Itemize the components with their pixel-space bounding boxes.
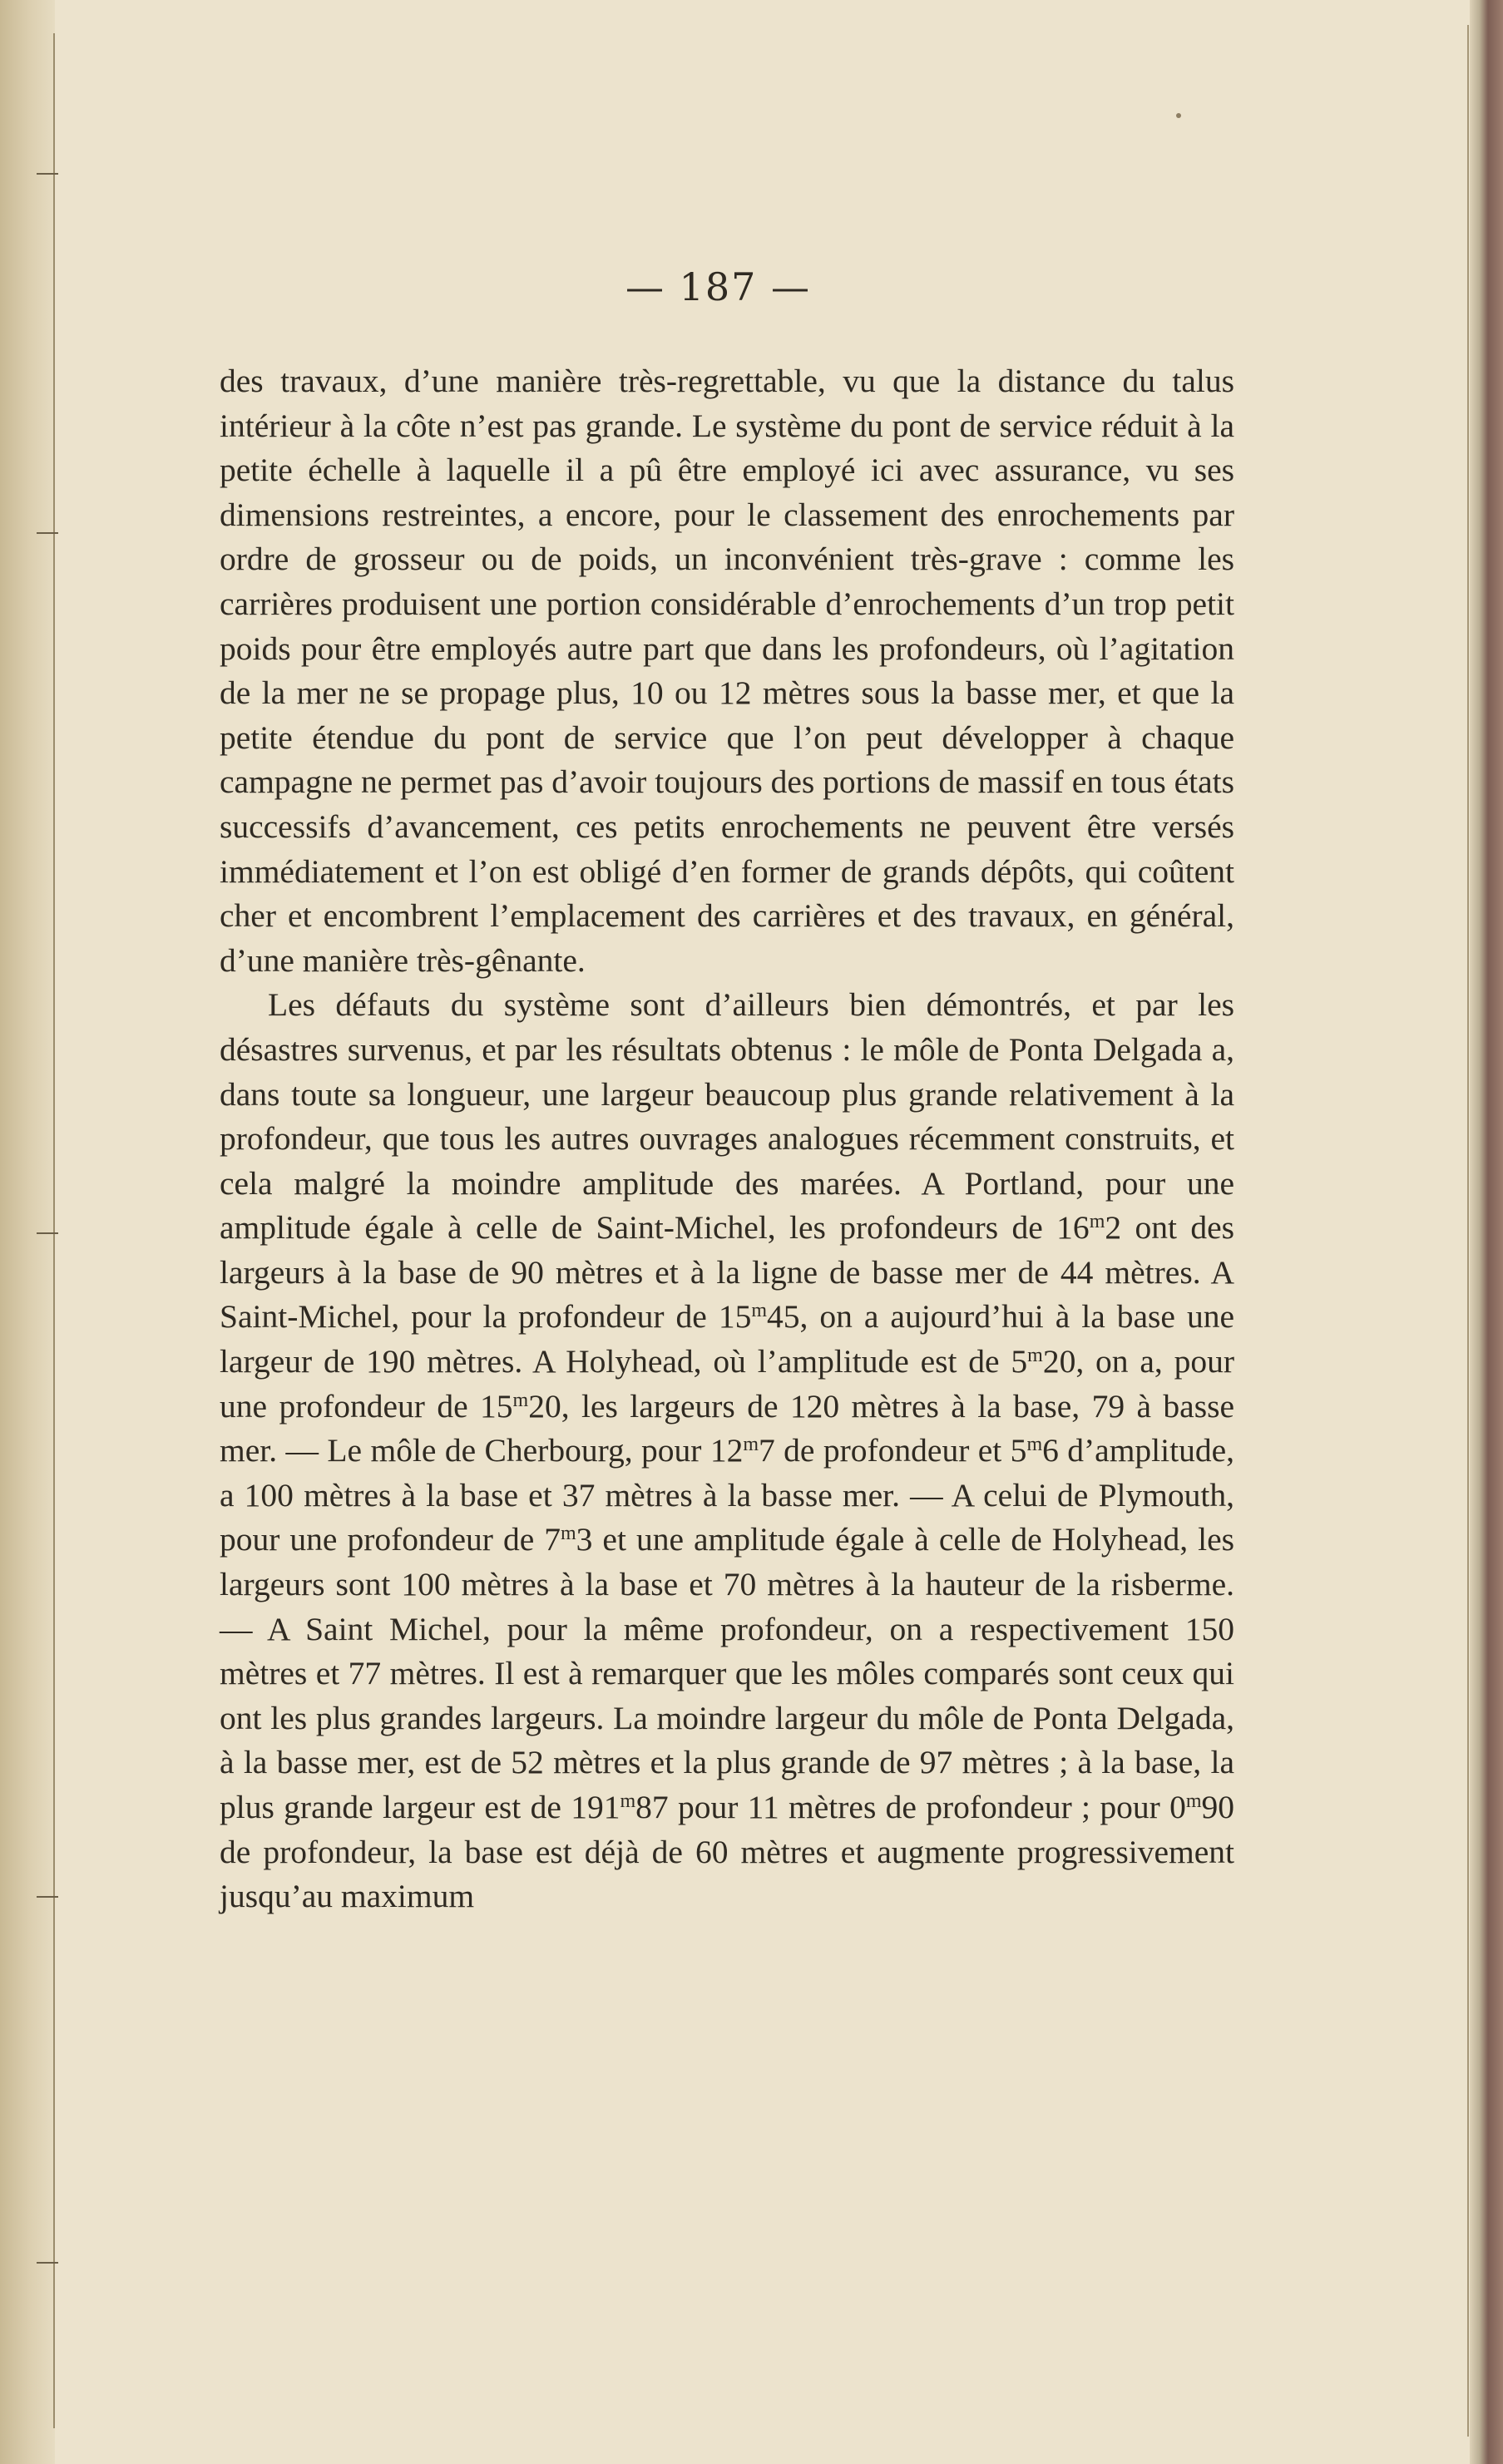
text-run: 6 d’amplitude, a 100 mètres à la base et 37 mètres à la basse mer. — A celui de Plymouth, pour une profondeur de 7 (220, 1432, 1235, 1558)
text-run: 20, les largeurs de 120 mètres à la base, 79 à basse mer. — Le môle de Cherbourg, pour 12 (220, 1387, 1234, 1469)
text-run: 2 ont des largeurs à la base de 90 mètres et à la ligne de basse mer de 44 mètres. A Saint-Michel, pour la profondeur de 15 (220, 1209, 1234, 1336)
page-edge-line (1467, 25, 1469, 2437)
unit-superscript: m (743, 1434, 759, 1456)
unit-superscript: m (1026, 1434, 1043, 1456)
text-run: 45, on a aujourd’hui à la base une largeur de 190 mètres. A Holyhead, où l’amplitude est de 5 (220, 1298, 1234, 1380)
body-text (220, 359, 1234, 1919)
text-run: des travaux, d’une manière très-regrettable, vu que la distance du talus intérieur à la côte n’est pas grande. Le système du pont de service réduit à la petite échelle à laquelle il a pû être employé ici avec assurance, vu ses dimensions restreintes, a encore, pour le classement des enrochements par ordre de grosseur ou de poids, un inconvénient très-grave : comme les carrières produisent une portion considérable d’enrochements d’un trop petit poids pour être employés autre part que dans les profondeurs, où l’agitation de la mer ne se propage plus, 10 ou 12 mètres sous la basse mer, et que la petite étendue du pont de service que l’on peut développer à chaque campagne ne permet pas d’avoir toujours des portions de massif en tous états successifs d’avancement, ces petits enrochements ne peuvent être versés immédiatement et l’on est obligé d’en former de grands dépôts, qui coûtent cher et encombrent l’emplacement des carrières et des travaux, en général, d’une manière très-gênante. (220, 363, 1234, 979)
text-run: 87 pour 11 mètres de profondeur ; pour 0 (635, 1789, 1186, 1825)
text-run: 3 et une amplitude égale à celle de Holyhead, les largeurs sont 100 mètres à la base et 70 mètres à la hauteur de la risberme. — A Saint Michel, pour la même profondeur, on a respectivement 150 mètres et 77 mètres. Il est à remarquer que les môles comparés sont ceux qui ont les plus grandes largeurs. La moindre largeur du môle de Ponta Delgada, à la basse mer, est de 52 mètres et la plus grande de 97 mètres ; à la base, la plus grande largeur est de 191 (220, 1521, 1234, 1825)
text-run: 7 de profondeur et 5 (759, 1432, 1027, 1469)
paragraph (220, 359, 1234, 983)
binding-thread-mark (37, 173, 58, 175)
binding-thread-mark (37, 532, 58, 534)
text-run: 90 de profondeur, la base est déjà de 60 mètres et augmente progressivement jusqu’au maximum (220, 1789, 1235, 1915)
unit-superscript: m (512, 1389, 529, 1411)
paper-speck (1176, 113, 1181, 118)
binding-thread-mark (37, 1232, 58, 1234)
binding-thread-mark (37, 2262, 58, 2264)
text-run: Les défauts du système sont d’ailleurs bien démontrés, et par les désastres survenus, et par les résultats obtenus : le môle de Ponta Delgada a, dans toute sa longueur, une largeur beaucoup plus grande relativement à la profondeur, que tous les autres ouvrages analogues récemment construits, et cela malgré la moindre amplitude des marées. A Portland, pour une amplitude égale à celle de Saint-Michel, les profondeurs de 16 (220, 986, 1234, 1247)
unit-superscript: m (1089, 1211, 1105, 1233)
paragraph (220, 983, 1234, 1918)
book-cover-edge (1470, 0, 1503, 2464)
gutter-fold-line (53, 33, 55, 2428)
text-run: 20, on a, pour une profondeur de 15 (220, 1343, 1234, 1425)
page-number: — 187 — (625, 264, 812, 309)
unit-superscript: m (1185, 1790, 1202, 1812)
unit-superscript: m (620, 1790, 636, 1812)
unit-superscript: m (1027, 1344, 1043, 1366)
binding-thread-mark (37, 1896, 58, 1898)
unit-superscript: m (751, 1300, 767, 1322)
unit-superscript: m (561, 1523, 576, 1545)
